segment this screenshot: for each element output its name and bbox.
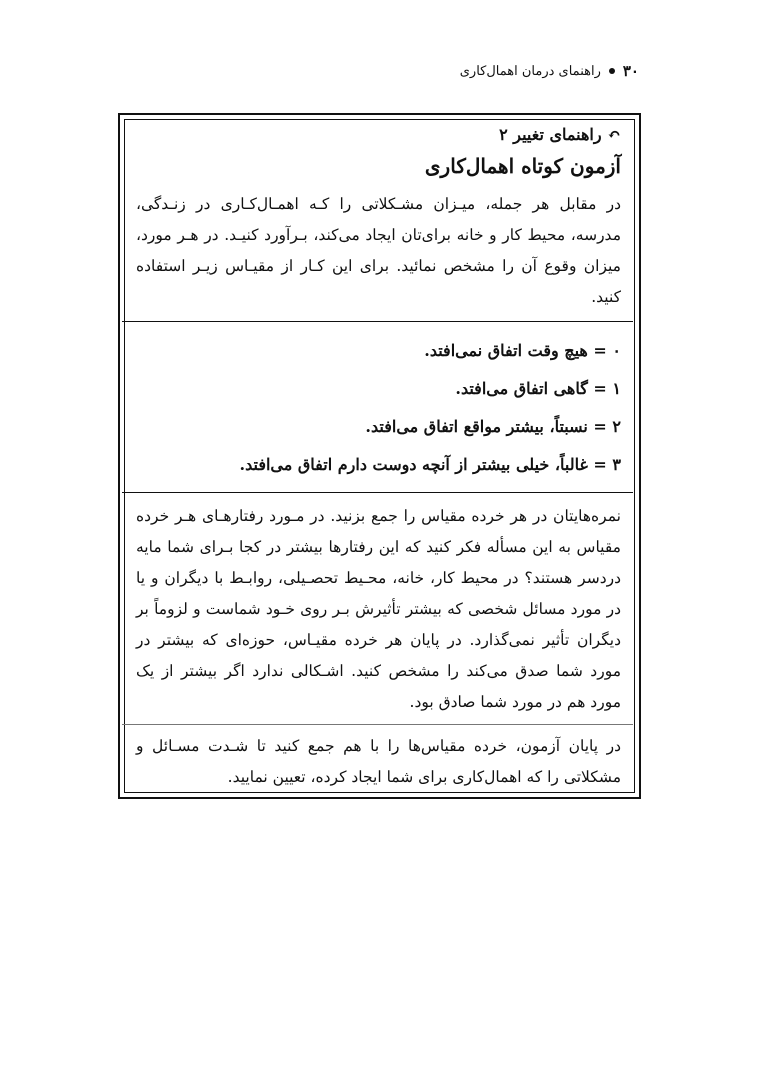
divider-top <box>122 321 633 322</box>
scale-item-3: ۳ = غالباً، خیلی بیشتر از آنچه دوست دارم اتفاق می‌افتد. <box>239 455 621 474</box>
conclusion-paragraph: در پایان آزمون، خرده مقیاس‌ها را با هم جمع کنید تا شـدت مسـائل و مشکلاتی را که اهمال‌کاری برای شما ایجاد کرده، تعیین نمایید. <box>136 737 621 786</box>
guide-label-row <box>136 123 621 147</box>
guide-box-content <box>136 123 621 793</box>
test-title: آزمون کوتاه اهمال‌کاری <box>424 154 621 178</box>
curved-arrow-icon: ↶ <box>607 125 621 144</box>
guide-label: راهنمای تغییر ۲ <box>499 125 602 144</box>
divider-bottom <box>122 724 633 725</box>
divider-middle <box>122 492 633 493</box>
scale-item-0: ۰ = هیچ وقت اتفاق نمی‌افتد. <box>424 341 621 360</box>
guide-box <box>118 113 641 799</box>
scale-item-2: ۲ = نسبتاً، بیشتر مواقع اتفاق می‌افتد. <box>365 417 621 436</box>
page-number: ۳۰ <box>622 62 639 80</box>
intro-paragraph: در مقابل هر جمله، میـزان مشـکلاتی را کـه اهمـال‌کـاری در زنـدگی، مدرسه، محیط کار و خانه برای‌تان ایجاد می‌کند، بـرآورد کنیـد. در هـر مورد، میزان وقوع آن را مشخص نمائید. برای این کـار از مقیـاس زیـر استفاده کنید. <box>136 195 621 306</box>
running-title: راهنمای درمان اهمال‌کاری <box>459 63 601 79</box>
rating-scale <box>136 332 621 484</box>
instructions-paragraph: نمره‌هایتان در هر خرده مقیاس را جمع بزنید. در مـورد رفتارهـای هـر خرده مقیاس به این مسأله فکر کنید که این رفتارها بیشتر در کجا بـرای شما مایه دردسر هستند؟ در محیط کار، خانه، محـیط تحصـیلی، روابـط با دیگران و یا در مورد مسائل شخصی که بیشتر تأثیرش بـر روی خـود شماست و لزوماً بر دیگران تأثیر نمی‌گذارد. در پایان هر خرده مقیـاس، حوزه‌ای که بیشتر در مورد شما صدق می‌کند را مشخص کنید. اشـکالی ندارد اگر بیشتر از یک مورد هم در مورد شما صادق بود. <box>136 507 621 711</box>
scale-item-1: ۱ = گاهی اتفاق می‌افتد. <box>455 379 621 398</box>
running-header <box>460 62 639 80</box>
bullet-dot-icon <box>609 68 615 74</box>
